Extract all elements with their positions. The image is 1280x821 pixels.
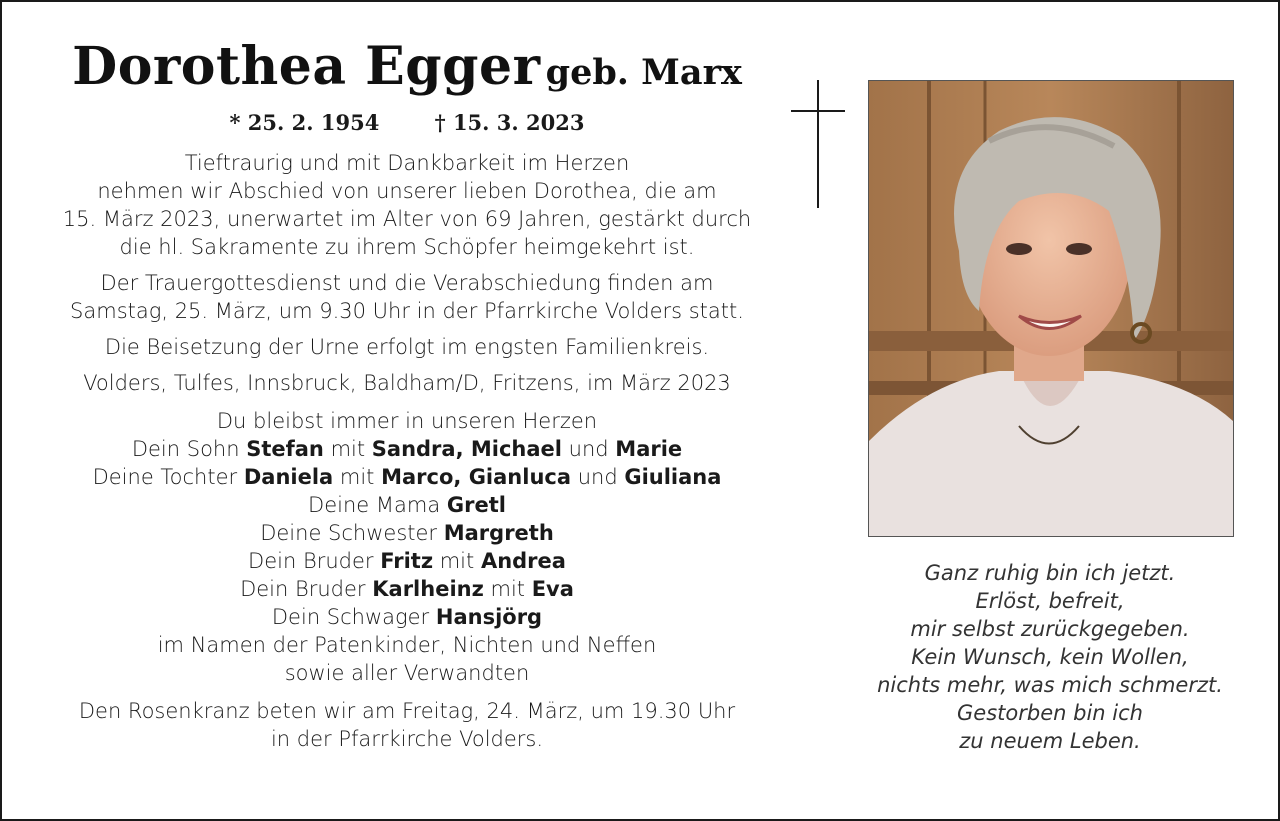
intro-paragraph: Tieftraurig und mit Dankbarkeit im Herzen nehmen wir Abschied von unserer lieben Dorothea, die am 15. März 2023, unerwartet im Alter von 69 Jahren, gestärkt durch die hl. Sakramente zu ihrem Schöpfer heimgekehrt ist.: [62, 151, 752, 259]
portrait-illustration: [869, 81, 1233, 536]
name-heading: [32, 36, 782, 97]
death-date: † 15. 3. 2023: [434, 110, 585, 135]
family-line-sister: Deine Schwester Margreth: [260, 521, 554, 545]
family-line-godchildren: im Namen der Patenkinder, Nichten und Neffen: [157, 633, 657, 657]
family-line-mother: Deine Mama Gretl: [308, 493, 506, 517]
poem-line: nichts mehr, was mich schmerzt.: [877, 673, 1223, 697]
family-line-relatives: sowie aller Verwandten: [284, 661, 530, 685]
family-line-brother-in-law: Dein Schwager Hansjörg: [271, 605, 543, 629]
obituary-body: [32, 149, 782, 753]
family-line-brother-karlheinz: Dein Bruder Karlheinz mit Eva: [240, 577, 574, 601]
places-date-line: Volders, Tulfes, Innsbruck, Baldham/D, Fritzens, im März 2023: [83, 371, 731, 395]
life-dates: [32, 110, 782, 135]
family-list: [32, 435, 782, 687]
poem: [850, 559, 1250, 755]
poem-line: mir selbst zurückgegeben.: [910, 617, 1190, 641]
rosary-paragraph: Den Rosenkranz beten wir am Freitag, 24. März, um 19.30 Uhr in der Pfarrkirche Volders.: [78, 699, 736, 751]
burial-paragraph: Die Beisetzung der Urne erfolgt im engsten Familienkreis.: [104, 335, 710, 359]
family-line-brother-fritz: Dein Bruder Fritz mit Andrea: [248, 549, 566, 573]
portrait-photo: [868, 80, 1234, 537]
birth-date: * 25. 2. 1954: [229, 110, 380, 135]
poem-line: Gestorben bin ich: [957, 701, 1143, 725]
poem-line: Ganz ruhig bin ich jetzt.: [924, 561, 1176, 585]
family-line-son: Dein Sohn Stefan mit Sandra, Michael und Marie: [131, 437, 683, 461]
poem-line: Erlöst, befreit,: [975, 589, 1125, 613]
farewell-line: Du bleibst immer in unseren Herzen: [216, 409, 598, 433]
poem-line: zu neuem Leben.: [959, 729, 1141, 753]
family-line-daughter: Deine Tochter Daniela mit Marco, Gianluca und Giuliana: [92, 465, 722, 489]
deceased-name: Dorothea Egger: [72, 36, 541, 97]
poem-line: Kein Wunsch, kein Wollen,: [911, 645, 1189, 669]
latin-cross-icon: [789, 80, 847, 208]
service-paragraph: Der Trauergottesdienst und die Verabschiedung finden am Samstag, 25. März, um 9.30 Uhr in der Pfarrkirche Volders statt.: [70, 271, 744, 323]
birth-name: geb. Marx: [545, 52, 742, 93]
